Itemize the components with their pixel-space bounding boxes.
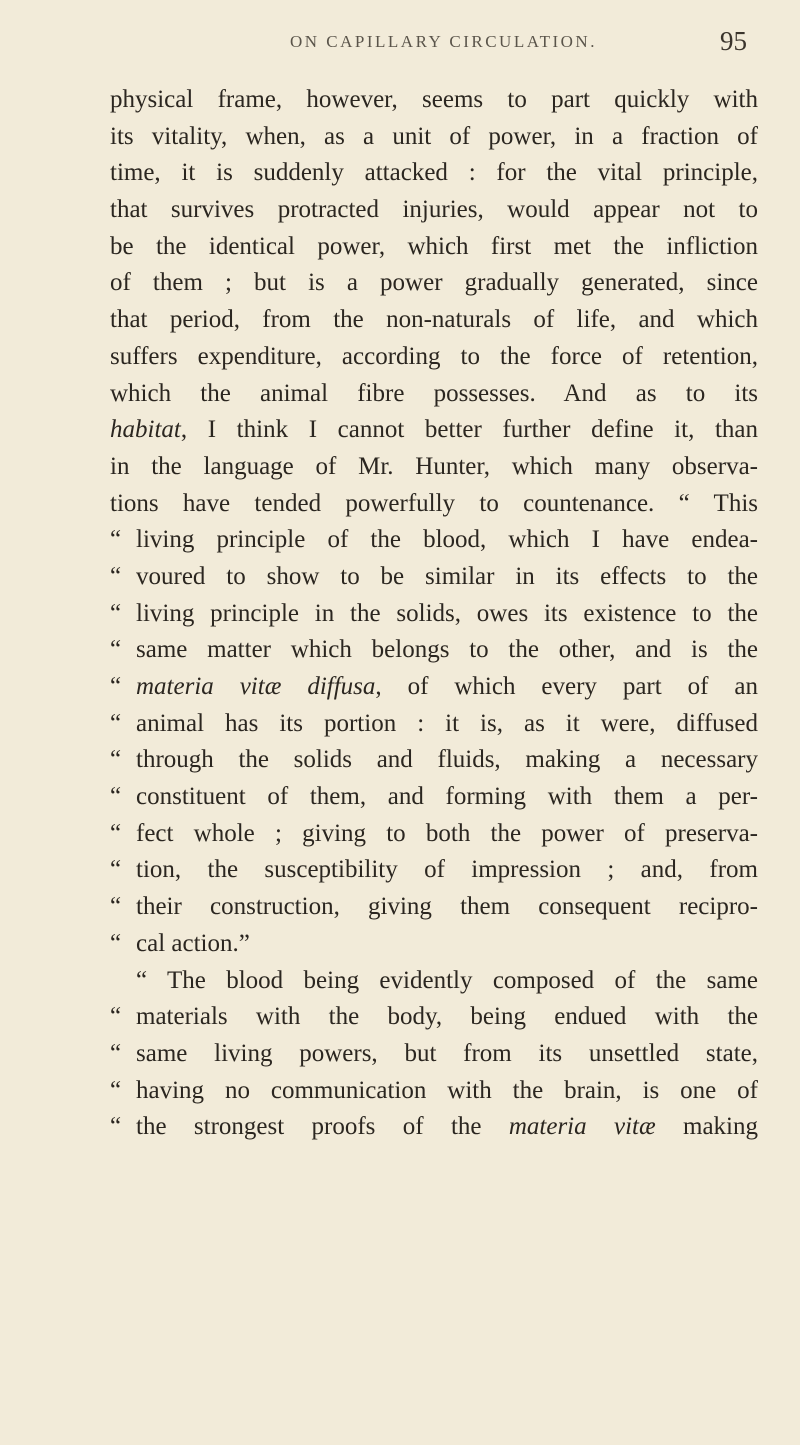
line-text: living principle of the blood, which I have endea- — [136, 526, 758, 554]
text-line: that survives protracted injuries, would appear not to — [110, 196, 758, 224]
quoted-line — [110, 1109, 758, 1146]
quoted-line — [110, 742, 758, 779]
text-line: physical frame, however, seems to part quickly with — [110, 86, 758, 113]
quoted-line — [110, 1036, 758, 1073]
text-line: time, it is suddenly attacked : for the vital principle, — [110, 159, 758, 187]
line-text: constituent of them, and forming with them a per- — [136, 783, 758, 811]
italic-term: habitat — [110, 416, 181, 444]
quote-mark: “ — [110, 709, 122, 737]
text-line: that period, from the non-naturals of life, and which — [110, 306, 758, 334]
quote-mark: “ — [110, 746, 122, 774]
quote-mark: “ — [110, 1113, 122, 1141]
line-text: tion, the susceptibility of impression ; and, from — [136, 856, 758, 884]
quoted-line — [110, 852, 758, 889]
line-text-tail: making — [683, 1113, 759, 1141]
quoted-line — [110, 596, 758, 633]
text-line: of them ; but is a power gradually generated, since — [110, 269, 758, 297]
quoted-line — [110, 559, 758, 596]
line-text: living principle in the solids, owes its existence to the — [136, 599, 758, 627]
quoted-line — [110, 816, 758, 853]
paragraph-start-line: “ The blood being evidently composed of the same — [136, 966, 758, 994]
page-number: 95 — [720, 26, 747, 56]
line-text: materials with the body, being endued with the — [136, 1003, 758, 1031]
line-text: through the solids and fluids, making a necessary — [136, 746, 758, 774]
quote-mark: “ — [110, 562, 122, 590]
quote-mark: “ — [110, 1039, 122, 1067]
line-text: same matter which belongs to the other, and is the — [136, 636, 758, 664]
quote-mark: “ — [110, 636, 122, 664]
quote-mark: “ — [110, 526, 122, 554]
line-text: same living powers, but from its unsettled state, — [136, 1039, 758, 1067]
text-line: tions have tended powerfully to countenance. “ This — [110, 489, 758, 517]
line-text-tail: , of which every part of an — [375, 673, 759, 700]
quoted-line — [110, 1073, 758, 1110]
body-text — [110, 82, 758, 1146]
quote-mark: “ — [110, 856, 122, 884]
line-text — [136, 669, 758, 706]
line-text: animal has its portion : it is, as it were, diffused — [136, 709, 758, 737]
quoted-line — [110, 632, 758, 669]
text-line — [110, 412, 758, 449]
quoted-line — [110, 779, 758, 816]
quoted-line — [110, 669, 758, 706]
text-line: be the identical power, which first met the infliction — [110, 232, 758, 260]
quote-mark: “ — [110, 783, 122, 811]
line-text: , I think I cannot better further define it, than — [180, 416, 758, 444]
line-text: their construction, giving them consequent recipro- — [136, 893, 758, 921]
quoted-line — [110, 706, 758, 743]
quoted-line — [110, 999, 758, 1036]
running-title: ON CAPILLARY CIRCULATION. — [290, 32, 597, 51]
quote-mark: “ — [110, 673, 122, 700]
line-text: voured to show to be similar in its effects to the — [136, 562, 758, 590]
running-head — [0, 26, 800, 56]
line-text: cal action.” — [136, 929, 250, 957]
text-line: which the animal fibre possesses. And as to its — [110, 379, 758, 407]
quoted-line — [110, 889, 758, 926]
text-line: suffers expenditure, according to the force of retention, — [110, 342, 758, 370]
quoted-line — [110, 522, 758, 559]
italic-term: materia vitæ diffusa — [136, 673, 376, 700]
text-line: in the language of Mr. Hunter, which many observa- — [110, 452, 758, 480]
quote-mark: “ — [110, 1076, 122, 1104]
line-text: having no communication with the brain, is one of — [136, 1076, 758, 1104]
quoted-line — [110, 926, 758, 963]
line-text — [136, 1109, 758, 1146]
quote-mark: “ — [110, 819, 122, 847]
quote-mark: “ — [110, 893, 122, 921]
text-line: its vitality, when, as a unit of power, in a fraction of — [110, 122, 758, 150]
line-text: fect whole ; giving to both the power of preserva- — [136, 819, 758, 847]
quote-mark: “ — [110, 929, 122, 957]
quote-mark: “ — [110, 1003, 122, 1031]
line-text-head: the strongest proofs of the — [136, 1113, 482, 1141]
italic-term: materia vitæ — [508, 1113, 656, 1141]
quote-mark: “ — [110, 599, 122, 627]
